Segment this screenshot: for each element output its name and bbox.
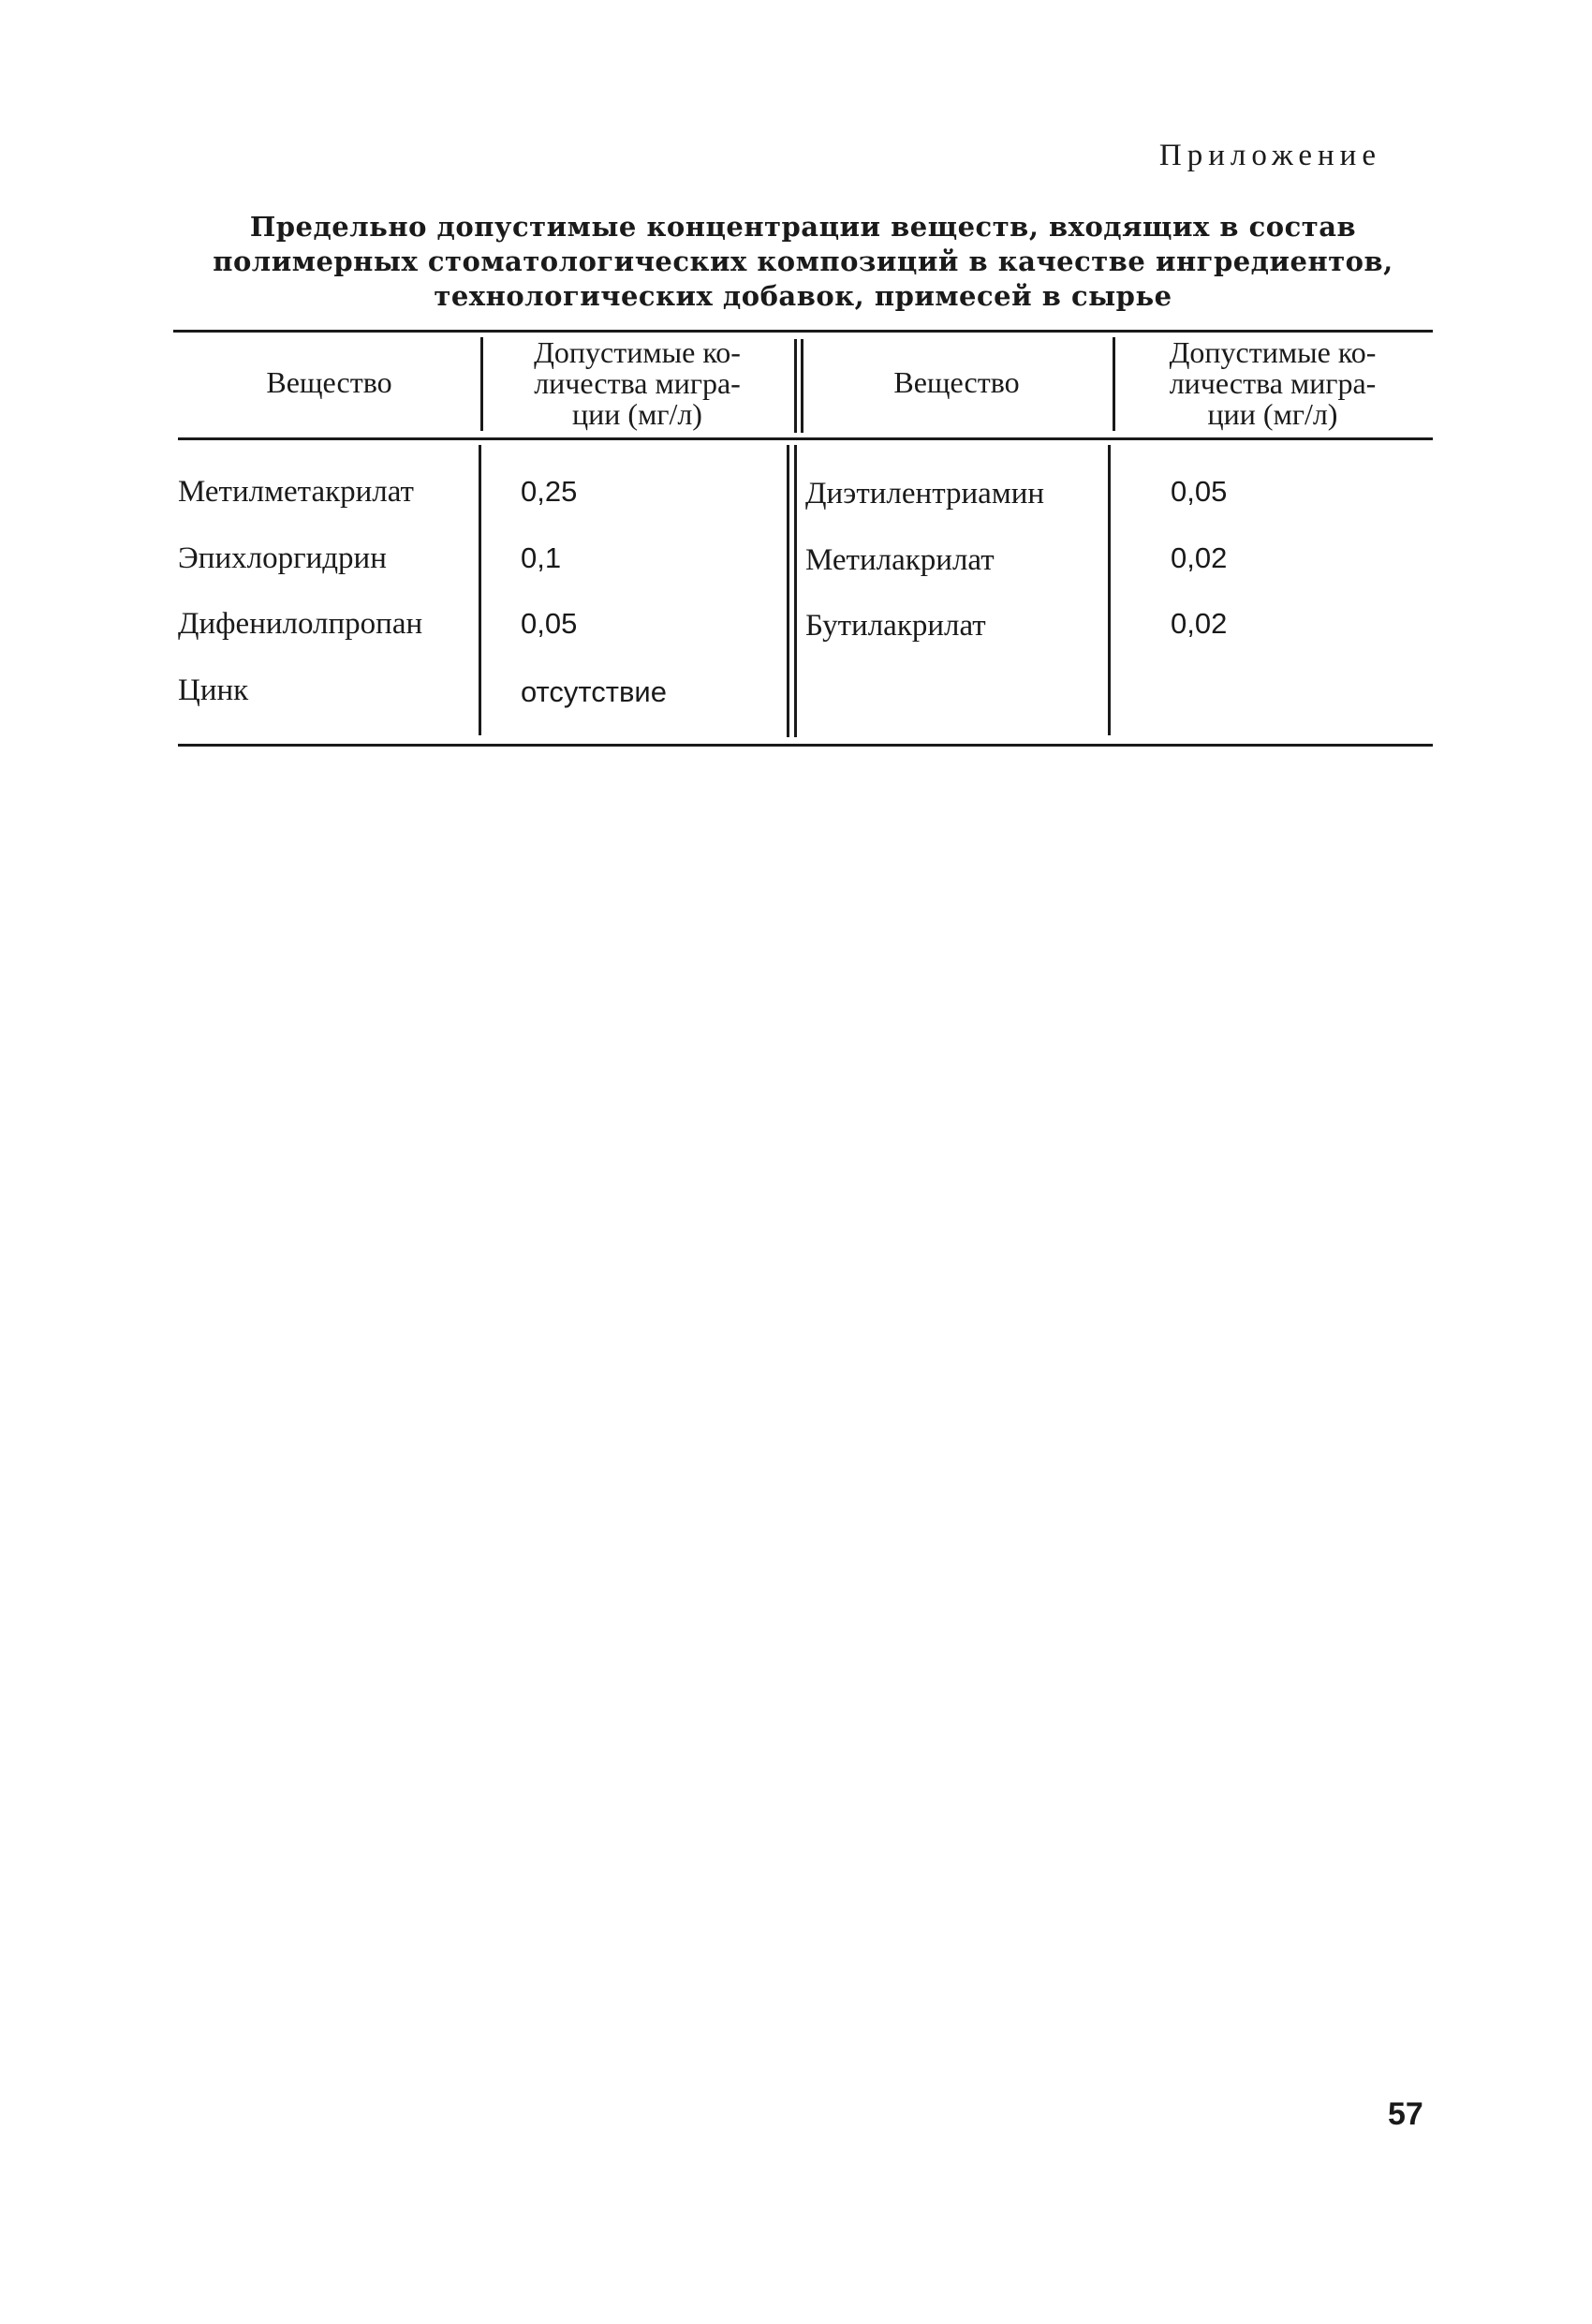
title-line: полимерных стоматологических композиций в качестве ингредиентов, (213, 245, 1393, 277)
substance-cell: Метилметакрилат (178, 475, 414, 509)
amount-cell: отсутствие (521, 675, 667, 708)
substance-cell: Эпихлоргидрин (178, 541, 387, 575)
column-header-allowed-migration: Допустимые ко- личества мигра- ции (мг/л) (1169, 335, 1377, 431)
column-divider-double (794, 445, 797, 737)
title-line: Предельно допустимые концентрации веществ, входящих в состав (249, 211, 1357, 243)
amount-cell: 0,25 (521, 475, 578, 508)
table-bottom-rule (178, 744, 1433, 747)
substance-cell: Метилакрилат (805, 543, 995, 577)
column-divider (1108, 445, 1111, 735)
column-header-substance: Вещество (893, 365, 1020, 399)
amount-cell: 0,05 (521, 607, 578, 640)
substance-cell: Дифенилолпропан (178, 607, 423, 641)
substance-cell: Цинк (178, 674, 249, 707)
document-title (178, 210, 1428, 314)
table-top-rule (173, 330, 1433, 333)
column-divider-double (794, 339, 797, 433)
column-divider-double (787, 445, 789, 737)
header-bottom-rule (178, 437, 1433, 440)
amount-cell: 0,05 (1171, 475, 1228, 508)
column-header-allowed-migration: Допустимые ко- личества мигра- ции (мг/л) (534, 335, 741, 431)
amount-cell: 0,02 (1171, 541, 1228, 574)
substance-cell: Бутилакрилат (805, 609, 986, 643)
amount-cell: 0,1 (521, 541, 562, 574)
substance-cell: Диэтилентриамин (805, 477, 1045, 511)
appendix-label: Приложение (1158, 139, 1381, 172)
column-divider (479, 445, 481, 735)
title-line: технологических добавок, примесей в сырье (434, 280, 1172, 312)
column-header-substance: Вещество (266, 365, 392, 399)
amount-cell: 0,02 (1171, 607, 1228, 640)
page-number: 57 (1388, 2096, 1423, 2132)
